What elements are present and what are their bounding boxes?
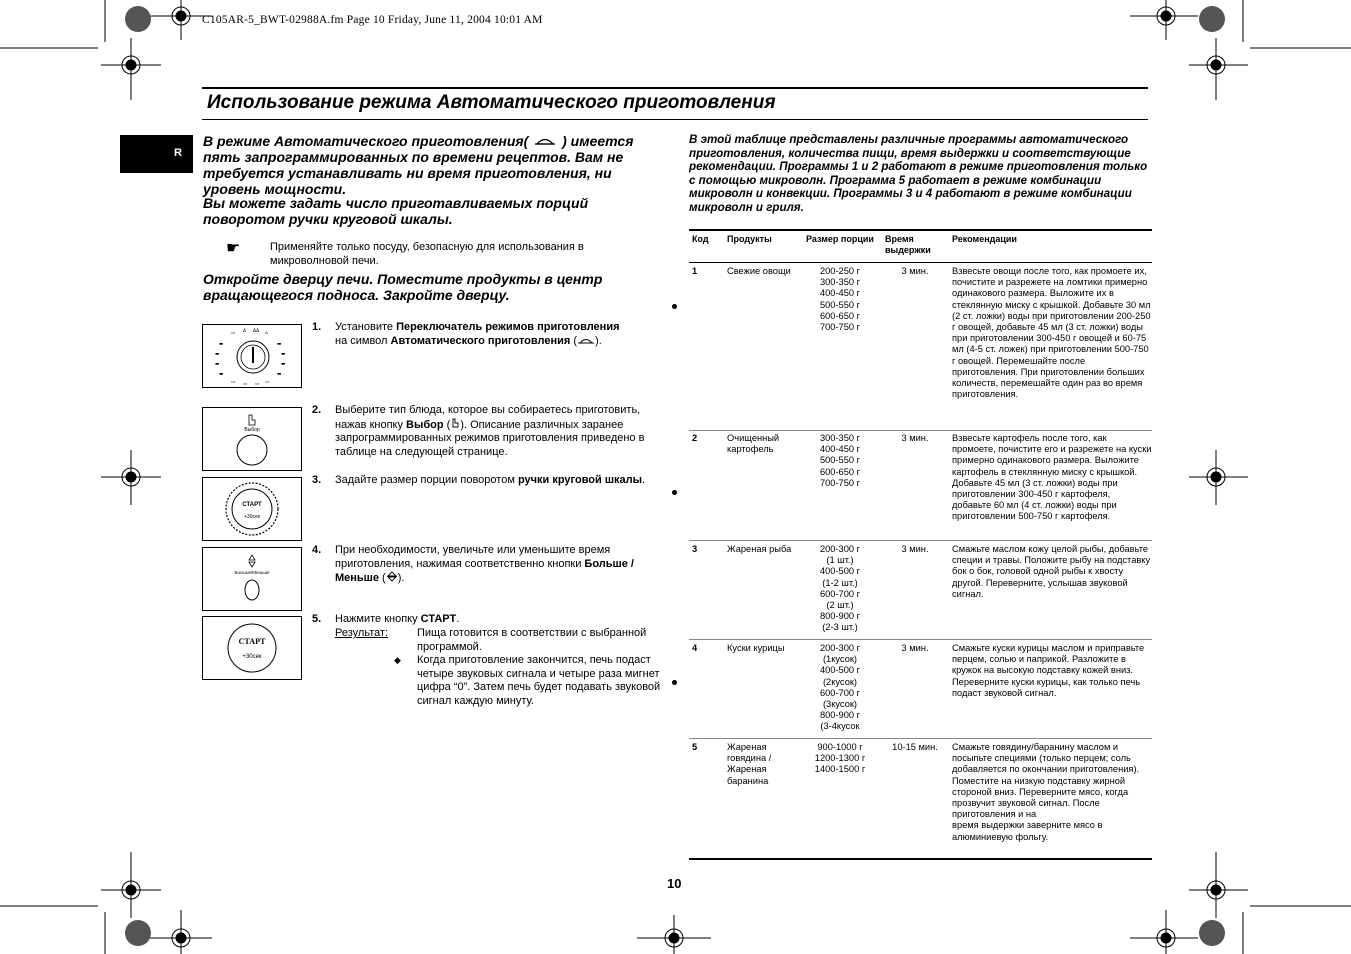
svg-text:▬: ▬ bbox=[277, 342, 282, 347]
step-2 bbox=[312, 404, 664, 459]
intro2-line-1: Вы можете задать число приготавливаемых порций bbox=[203, 195, 589, 211]
row-3-product: Жареная рыба bbox=[727, 544, 792, 554]
step-1-text-a: Установите bbox=[335, 321, 397, 333]
step-2-text-c: ( bbox=[443, 418, 451, 431]
mode-dial-illustration bbox=[203, 325, 301, 387]
table-header-rule bbox=[689, 262, 1152, 263]
step-3-text-c: . bbox=[642, 474, 646, 486]
th-products: Продукты bbox=[727, 234, 772, 244]
row-5-time: 10-15 мин. bbox=[892, 742, 938, 752]
row-divider bbox=[689, 738, 1152, 739]
intro-line-1b: ) имеется bbox=[562, 133, 634, 149]
step-5-text-a: Нажмите кнопку bbox=[335, 613, 421, 625]
row-3-code: 3 bbox=[692, 544, 698, 554]
row-3-size: 200-300 г (1 шт.) 400-500 г (1-2 шт.) 600-700 г (2 шт.) 800-900 г (2-3 шт.) bbox=[819, 544, 861, 633]
svg-text:ᐃᐃ: ᐃᐃ bbox=[253, 329, 260, 334]
auto-cook-icon bbox=[577, 335, 595, 345]
row-1-rec: Взвесьте овощи после того, как промоете их, почистите и разрежете на ломтики примерно одинакового размера. Выложите их в стеклянную миску с крышкой. Добавьте 30 мл (2 ст. ложки) воды при приготовлении 200-250 г овощей, добавьте 45 мл (3 ст. ложки) воды при приготовлении 300-450 г овощей и 60-75 мл (4-5 ст. ложек) при приготовлении 500-750 г овощей. Перемешайте после приготовления. При приготовлении больших количеств, перемешайте один раз во время приготовления. bbox=[952, 266, 1151, 400]
step-1-text-f: ). bbox=[595, 334, 602, 347]
row-2-rec: Взвесьте картофель после того, как промоете, почистите его и разрежете на куски примерно одинакового размера. Выложите картофель в стеклянную миску с крышкой. Добавьте 45 мл (3 ст. ложки) воды при приготовлении 300-450 г картофеля, добавьте 60 мл (4 ст. ложки) воды при приготовлении 500-750 г картофеля. bbox=[952, 433, 1152, 522]
row-5-rec: Смажьте говядину/баранину маслом и посыпьте специями (только перцем; соль добавляется по окончании приготовления). Поместите на низкую подставку жирной стороной вниз. Переверните мясо, когда прозвучит звуковой сигнал. После приготовления и на время выдержки заверните мясо в алюминиевую фольгу. bbox=[952, 742, 1140, 842]
more-less-label: Больше/Меньше bbox=[234, 570, 270, 575]
th-time: Время выдержки bbox=[885, 234, 931, 255]
svg-text:▬: ▬ bbox=[215, 362, 220, 367]
title-rule-top bbox=[202, 87, 1148, 89]
step-3-number: 3. bbox=[312, 474, 322, 486]
open-door-instruction bbox=[203, 271, 663, 303]
table-bottom-rule bbox=[689, 858, 1152, 860]
step-4-text-a: При необходимости, увеличьте или уменьшите время приготовления, нажимая соответственно кнопки bbox=[335, 544, 611, 570]
row-3-rec: Смажьте маслом кожу целой рыбы, добавьте специи и травы. Положите рыбу на подставку бок о бок, головой одной рыбы к хвосту другой. Переверните, услышав звуковой сигнал. bbox=[952, 544, 1151, 599]
intro2-line-2: поворотом ручки круговой шкалы. bbox=[203, 211, 453, 227]
select-hand-icon bbox=[450, 418, 460, 429]
row-1-size: 200-250 г 300-350 г 400-450 г 500-550 г 600-650 г 700-750 г bbox=[819, 266, 861, 333]
print-header: C105AR-5_BWT-02988A.fm Page 10 Friday, June 11, 2004 10:01 AM bbox=[202, 14, 543, 26]
row-1-product: Свежие овощи bbox=[727, 266, 791, 276]
dial-start-label: СТАРТ bbox=[242, 502, 262, 508]
intro-line-1a: В режиме Автоматического приготовления( bbox=[203, 133, 529, 149]
row-2-product: Очищенный картофель bbox=[727, 433, 780, 455]
intro-line-4: уровень мощности. bbox=[203, 181, 347, 197]
select-panel-label: Выбор bbox=[244, 427, 260, 433]
step-4 bbox=[312, 544, 664, 586]
svg-text:▬: ▬ bbox=[215, 352, 220, 357]
step-1-text-c: на символ bbox=[335, 334, 391, 347]
start-plus30-label: +30сек bbox=[242, 654, 262, 660]
page-number: 10 bbox=[667, 876, 682, 891]
intro-line-2: пять запрограммированных по времени рецептов. Вам не bbox=[203, 149, 624, 165]
svg-text:▭: ▭ bbox=[231, 380, 236, 385]
binding-dot bbox=[672, 304, 677, 309]
result-bullet-icon: ◆ bbox=[394, 655, 401, 665]
row-4-code: 4 bbox=[692, 643, 698, 653]
th-code: Код bbox=[692, 234, 709, 244]
step-1-text-b: Переключатель режимов приготовления bbox=[396, 321, 620, 333]
row-2-time: 3 мин. bbox=[901, 433, 929, 443]
binding-dot bbox=[672, 680, 677, 685]
svg-text:▭: ▭ bbox=[243, 382, 248, 387]
svg-text:▭: ▭ bbox=[265, 380, 270, 385]
step-5-text-c: . bbox=[456, 613, 460, 625]
open-door-line-2: вращающегося подноса. Закройте дверцу. bbox=[203, 287, 510, 303]
language-tab bbox=[120, 135, 193, 173]
mode-dial-panel bbox=[202, 324, 302, 388]
table-top-rule bbox=[689, 229, 1152, 231]
row-divider bbox=[689, 430, 1152, 431]
svg-text:▬: ▬ bbox=[281, 362, 286, 367]
more-less-illustration bbox=[203, 548, 301, 610]
start-button-illustration bbox=[203, 617, 301, 679]
step-1-text-e: ( bbox=[570, 334, 578, 347]
pointing-hand-icon: ☛ bbox=[226, 240, 241, 257]
intro-paragraph bbox=[203, 133, 663, 197]
row-2-size: 300-350 г 400-450 г 500-550 г 600-650 г 700-750 г bbox=[819, 433, 861, 488]
step-1-text-d: Автоматического приготовления bbox=[390, 334, 571, 347]
step-3 bbox=[312, 474, 664, 488]
step-5 bbox=[312, 613, 664, 627]
svg-text:▬: ▬ bbox=[277, 372, 282, 377]
step-4-number: 4. bbox=[312, 544, 322, 556]
dial-start-illustration bbox=[203, 478, 301, 540]
svg-text:ᐃ: ᐃ bbox=[243, 329, 247, 334]
th-size: Размер порции bbox=[806, 234, 874, 244]
step-3-text-a: Задайте размер порции поворотом bbox=[335, 474, 518, 486]
row-2-code: 2 bbox=[692, 433, 698, 443]
select-button-illustration bbox=[203, 408, 301, 470]
binding-dot bbox=[672, 490, 677, 495]
intro-line-3: требуется устанавливать ни время приготовления, ни bbox=[203, 165, 612, 181]
intro-paragraph-2 bbox=[203, 195, 663, 227]
row-5-code: 5 bbox=[692, 742, 698, 752]
table-intro: В этой таблице представлены различные программы автоматического приготовления, количества пищи, время выдержки и соответствующие рекомендации. Программы 1 и 2 работают в режиме приготовления только с помощью микроволн. Программа 5 работает в режиме комбинации микроволн и конвекции. Программы 3 и 4 работают в режиме комбинации микроволн и гриля. bbox=[689, 133, 1148, 214]
auto-cook-icon bbox=[534, 135, 556, 147]
row-divider bbox=[689, 540, 1152, 541]
step-4-text-b: Больше / Меньше bbox=[335, 557, 634, 584]
result-text: Пища готовится в соответствии с выбранной программой. bbox=[417, 627, 647, 653]
row-4-product: Куски курицы bbox=[727, 643, 785, 653]
svg-text:⌂: ⌂ bbox=[265, 331, 268, 336]
svg-text:▬: ▬ bbox=[219, 372, 224, 377]
row-1-code: 1 bbox=[692, 266, 698, 276]
note-text: Применяйте только посуду, безопасную для использования в микроволновой печи. bbox=[270, 241, 584, 267]
step-2-number: 2. bbox=[312, 404, 322, 416]
more-less-panel bbox=[202, 547, 302, 611]
row-5-product: Жареная говядина / Жареная баранина bbox=[727, 742, 772, 786]
step-5-number: 5. bbox=[312, 613, 322, 625]
result-label: Результат: bbox=[335, 627, 389, 639]
step-4-text-c: ( bbox=[378, 572, 386, 584]
th-recs: Рекомендации bbox=[952, 234, 1017, 244]
row-5-size: 900-1000 г 1200-1300 г 1400-1500 г bbox=[814, 742, 866, 775]
page-title: Использование режима Автоматического приготовления bbox=[207, 92, 776, 113]
more-less-icon bbox=[386, 571, 398, 582]
start-button-panel bbox=[202, 616, 302, 680]
step-4-text-d: ). bbox=[397, 572, 405, 584]
row-1-time: 3 мин. bbox=[901, 266, 929, 276]
row-4-time: 3 мин. bbox=[901, 643, 929, 653]
step-3-text-b: ручки круговой шкалы bbox=[517, 474, 643, 486]
row-4-size: 200-300 г (1кусок) 400-500 г (2кусок) 600-700 г (3кусок) 800-900 г (3-4кусок bbox=[819, 643, 861, 732]
step-2-text-a: Выберите тип блюда, которое вы собираетесь приготовить, нажав кнопку bbox=[335, 404, 641, 431]
step-2-text-b: Выбор bbox=[406, 418, 444, 431]
dial-start-panel bbox=[202, 477, 302, 541]
row-divider bbox=[689, 639, 1152, 640]
title-rule-bottom bbox=[202, 119, 1148, 120]
svg-text:▬: ▬ bbox=[281, 352, 286, 357]
open-door-line-1: Откройте дверцу печи. Поместите продукты в центр bbox=[203, 271, 603, 287]
svg-text:▭: ▭ bbox=[231, 331, 236, 336]
dial-plus30-label: +30сек bbox=[244, 514, 260, 520]
result-bullet-text: Когда приготовление закончится, печь подаст четыре звуковых сигнала и четыре раза мигнет цифра “0”. Затем печь будет подавать звуковой сигнал каждую минуту. bbox=[417, 654, 661, 707]
row-4-rec: Смажьте куски курицы маслом и приправьте перцем, солью и паприкой. Разложите в кружок на высокую подставку кожей вниз. Переверните куски курицы, как только печь подаст звуковой сигнал. bbox=[952, 643, 1145, 698]
step-1 bbox=[312, 321, 664, 348]
svg-text:▬: ▬ bbox=[219, 342, 224, 347]
step-5-text-b: СТАРТ bbox=[420, 613, 457, 625]
row-3-time: 3 мин. bbox=[901, 544, 929, 554]
select-button-panel bbox=[202, 407, 302, 471]
start-button-label: СТАРТ bbox=[238, 637, 266, 646]
svg-text:▭: ▭ bbox=[255, 382, 260, 387]
step-2-text-d: ). Описание различных заранее запрограммированных режимов приготовления приведено в таблице на следующей странице. bbox=[335, 418, 645, 458]
step-1-number: 1. bbox=[312, 321, 322, 333]
language-tab-label: R bbox=[174, 147, 182, 159]
